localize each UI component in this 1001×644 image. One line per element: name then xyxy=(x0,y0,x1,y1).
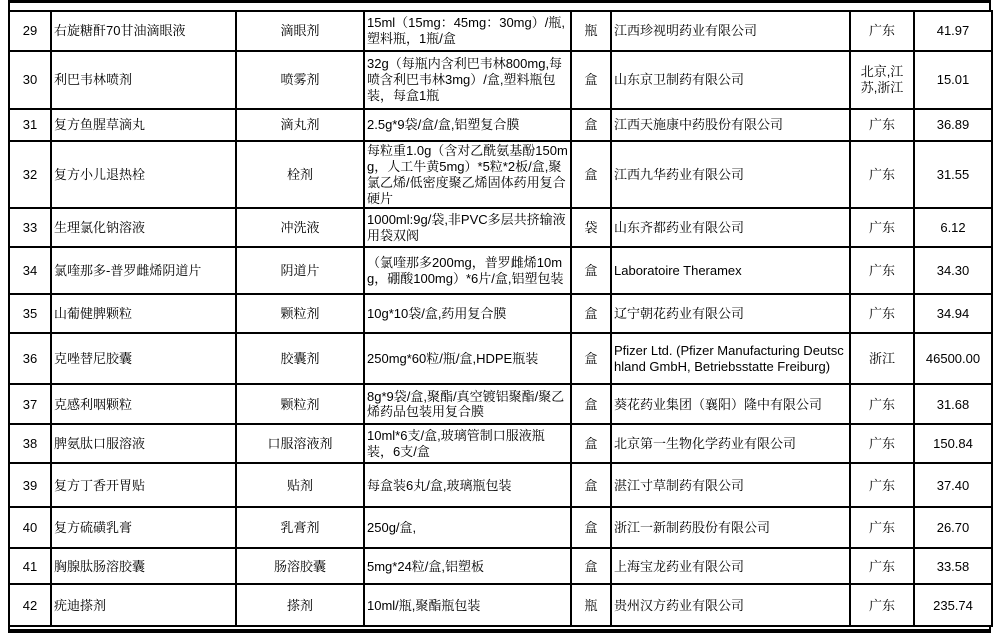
cell-row-number: 29 xyxy=(9,11,51,51)
cell-dosage-form: 冲洗液 xyxy=(236,208,364,247)
cell-province: 广东 xyxy=(850,294,914,333)
cell-manufacturer: Pfizer Ltd. (Pfizer Manufacturing Deutschland GmbH, Betriebsstatte Freiburg) xyxy=(611,333,850,384)
cell-price: 41.97 xyxy=(914,11,992,51)
cell-manufacturer: 贵州汉方药业有限公司 xyxy=(611,584,850,626)
cell-manufacturer: 山东齐都药业有限公司 xyxy=(611,208,850,247)
table-row xyxy=(9,333,992,384)
cell-row-number: 39 xyxy=(9,463,51,507)
cell-drug-name: 克感利咽颗粒 xyxy=(51,384,236,424)
cell-manufacturer: 浙江一新制药股份有限公司 xyxy=(611,507,850,548)
cell-drug-name: 山葡健脾颗粒 xyxy=(51,294,236,333)
cell-price: 235.74 xyxy=(914,584,992,626)
cell-price: 31.68 xyxy=(914,384,992,424)
cell-manufacturer: 葵花药业集团（襄阳）隆中有限公司 xyxy=(611,384,850,424)
cell-province: 北京,江苏,浙江 xyxy=(850,51,914,109)
cell-province: 广东 xyxy=(850,109,914,141)
table-row xyxy=(9,247,992,294)
cell-drug-name: 脾氨肽口服溶液 xyxy=(51,424,236,463)
cell-manufacturer: Laboratoire Theramex xyxy=(611,247,850,294)
cell-price: 15.01 xyxy=(914,51,992,109)
cell-drug-name: 疣迪搽剂 xyxy=(51,584,236,626)
cell-drug-name: 氯喹那多-普罗雌烯阴道片 xyxy=(51,247,236,294)
cell-spec-packaging: 每盒装6丸/盒,玻璃瓶包装 xyxy=(364,463,571,507)
cell-price: 26.70 xyxy=(914,507,992,548)
cell-dosage-form: 颗粒剂 xyxy=(236,384,364,424)
cell-row-number: 37 xyxy=(9,384,51,424)
table-row xyxy=(9,51,992,109)
cell-manufacturer: 北京第一生物化学药业有限公司 xyxy=(611,424,850,463)
cell-drug-name: 右旋糖酐70甘油滴眼液 xyxy=(51,11,236,51)
cell-row-number: 34 xyxy=(9,247,51,294)
cell-province: 广东 xyxy=(850,208,914,247)
cell-province: 广东 xyxy=(850,548,914,584)
cell-drug-name: 复方硫磺乳膏 xyxy=(51,507,236,548)
cell-manufacturer: 山东京卫制药有限公司 xyxy=(611,51,850,109)
table-row xyxy=(9,548,992,584)
cell-drug-name: 复方丁香开胃贴 xyxy=(51,463,236,507)
top-crop-line xyxy=(8,0,991,3)
cell-manufacturer: 湛江寸草制药有限公司 xyxy=(611,463,850,507)
cell-row-number: 32 xyxy=(9,141,51,208)
cell-unit: 盒 xyxy=(571,294,611,333)
bottom-crop-line xyxy=(8,629,991,633)
cell-unit: 盒 xyxy=(571,141,611,208)
cell-manufacturer: 江西九华药业有限公司 xyxy=(611,141,850,208)
cell-unit: 袋 xyxy=(571,208,611,247)
cell-price: 31.55 xyxy=(914,141,992,208)
table-row xyxy=(9,11,992,51)
cell-spec-packaging: 2.5g*9袋/盒/盒,铝塑复合膜 xyxy=(364,109,571,141)
cell-spec-packaging: （氯喹那多200mg，普罗雌烯10mg，硼酸100mg）*6片/盒,铝塑包装 xyxy=(364,247,571,294)
cell-province: 广东 xyxy=(850,141,914,208)
drug-price-table xyxy=(8,10,993,627)
cell-spec-packaging: 10ml*6支/盒,玻璃管制口服液瓶装，6支/盒 xyxy=(364,424,571,463)
cell-province: 广东 xyxy=(850,11,914,51)
cell-unit: 盒 xyxy=(571,247,611,294)
cell-dosage-form: 滴眼剂 xyxy=(236,11,364,51)
cell-unit: 盒 xyxy=(571,384,611,424)
cell-spec-packaging: 1000ml:9g/袋,非PVC多层共挤输液用袋双阀 xyxy=(364,208,571,247)
cell-manufacturer: 江西天施康中药股份有限公司 xyxy=(611,109,850,141)
cell-drug-name: 复方鱼腥草滴丸 xyxy=(51,109,236,141)
cell-dosage-form: 胶囊剂 xyxy=(236,333,364,384)
cell-drug-name: 复方小儿退热栓 xyxy=(51,141,236,208)
cell-row-number: 30 xyxy=(9,51,51,109)
cell-price: 46500.00 xyxy=(914,333,992,384)
cell-dosage-form: 阴道片 xyxy=(236,247,364,294)
cell-unit: 瓶 xyxy=(571,584,611,626)
cell-unit: 盒 xyxy=(571,507,611,548)
cell-unit: 瓶 xyxy=(571,11,611,51)
table-row xyxy=(9,584,992,626)
cell-dosage-form: 乳膏剂 xyxy=(236,507,364,548)
cell-spec-packaging: 10g*10袋/盒,药用复合膜 xyxy=(364,294,571,333)
cell-province: 广东 xyxy=(850,584,914,626)
cell-dosage-form: 贴剂 xyxy=(236,463,364,507)
cell-price: 6.12 xyxy=(914,208,992,247)
cell-province: 浙江 xyxy=(850,333,914,384)
cell-price: 34.94 xyxy=(914,294,992,333)
cell-drug-name: 利巴韦林喷剂 xyxy=(51,51,236,109)
cell-row-number: 36 xyxy=(9,333,51,384)
cell-row-number: 38 xyxy=(9,424,51,463)
table-row xyxy=(9,294,992,333)
cell-dosage-form: 喷雾剂 xyxy=(236,51,364,109)
cell-price: 33.58 xyxy=(914,548,992,584)
cell-row-number: 40 xyxy=(9,507,51,548)
cell-dosage-form: 滴丸剂 xyxy=(236,109,364,141)
cell-row-number: 42 xyxy=(9,584,51,626)
cell-row-number: 31 xyxy=(9,109,51,141)
cell-dosage-form: 栓剂 xyxy=(236,141,364,208)
cell-dosage-form: 口服溶液剂 xyxy=(236,424,364,463)
cell-row-number: 41 xyxy=(9,548,51,584)
cell-manufacturer: 江西珍视明药业有限公司 xyxy=(611,11,850,51)
cell-province: 广东 xyxy=(850,384,914,424)
cell-dosage-form: 肠溶胶囊 xyxy=(236,548,364,584)
table-row xyxy=(9,208,992,247)
cell-unit: 盒 xyxy=(571,424,611,463)
table-row xyxy=(9,141,992,208)
cell-province: 广东 xyxy=(850,463,914,507)
table-row xyxy=(9,507,992,548)
cell-drug-name: 克唑替尼胶囊 xyxy=(51,333,236,384)
cell-unit: 盒 xyxy=(571,463,611,507)
cell-province: 广东 xyxy=(850,247,914,294)
cell-manufacturer: 辽宁朝花药业有限公司 xyxy=(611,294,850,333)
cell-price: 37.40 xyxy=(914,463,992,507)
cell-province: 广东 xyxy=(850,424,914,463)
cell-spec-packaging: 每粒重1.0g（含对乙酰氨基酚150mg，人工牛黄5mg）*5粒*2板/盒,聚氯乙烯/低密度聚乙烯固体药用复合硬片 xyxy=(364,141,571,208)
cell-drug-name: 生理氯化钠溶液 xyxy=(51,208,236,247)
cell-drug-name: 胸腺肽肠溶胶囊 xyxy=(51,548,236,584)
table-row xyxy=(9,384,992,424)
cell-row-number: 33 xyxy=(9,208,51,247)
cell-price: 150.84 xyxy=(914,424,992,463)
cell-province: 广东 xyxy=(850,507,914,548)
cell-unit: 盒 xyxy=(571,333,611,384)
cell-spec-packaging: 250mg*60粒/瓶/盒,HDPE瓶装 xyxy=(364,333,571,384)
cell-price: 34.30 xyxy=(914,247,992,294)
cell-unit: 盒 xyxy=(571,548,611,584)
cell-dosage-form: 搽剂 xyxy=(236,584,364,626)
cell-unit: 盒 xyxy=(571,51,611,109)
cell-spec-packaging: 5mg*24粒/盒,铝塑板 xyxy=(364,548,571,584)
cell-spec-packaging: 10ml/瓶,聚酯瓶包装 xyxy=(364,584,571,626)
cell-spec-packaging: 8g*9袋/盒,聚酯/真空镀铝聚酯/聚乙烯药品包装用复合膜 xyxy=(364,384,571,424)
cell-dosage-form: 颗粒剂 xyxy=(236,294,364,333)
cell-unit: 盒 xyxy=(571,109,611,141)
table-row xyxy=(9,109,992,141)
cell-row-number: 35 xyxy=(9,294,51,333)
cell-manufacturer: 上海宝龙药业有限公司 xyxy=(611,548,850,584)
cell-spec-packaging: 15ml（15mg：45mg：30mg）/瓶,塑料瓶，1瓶/盒 xyxy=(364,11,571,51)
table-row xyxy=(9,463,992,507)
cell-spec-packaging: 32g（每瓶内含利巴韦林800mg,每喷含利巴韦林3mg）/盒,塑料瓶包装，每盒1瓶 xyxy=(364,51,571,109)
table-row xyxy=(9,424,992,463)
cell-spec-packaging: 250g/盒, xyxy=(364,507,571,548)
cell-price: 36.89 xyxy=(914,109,992,141)
